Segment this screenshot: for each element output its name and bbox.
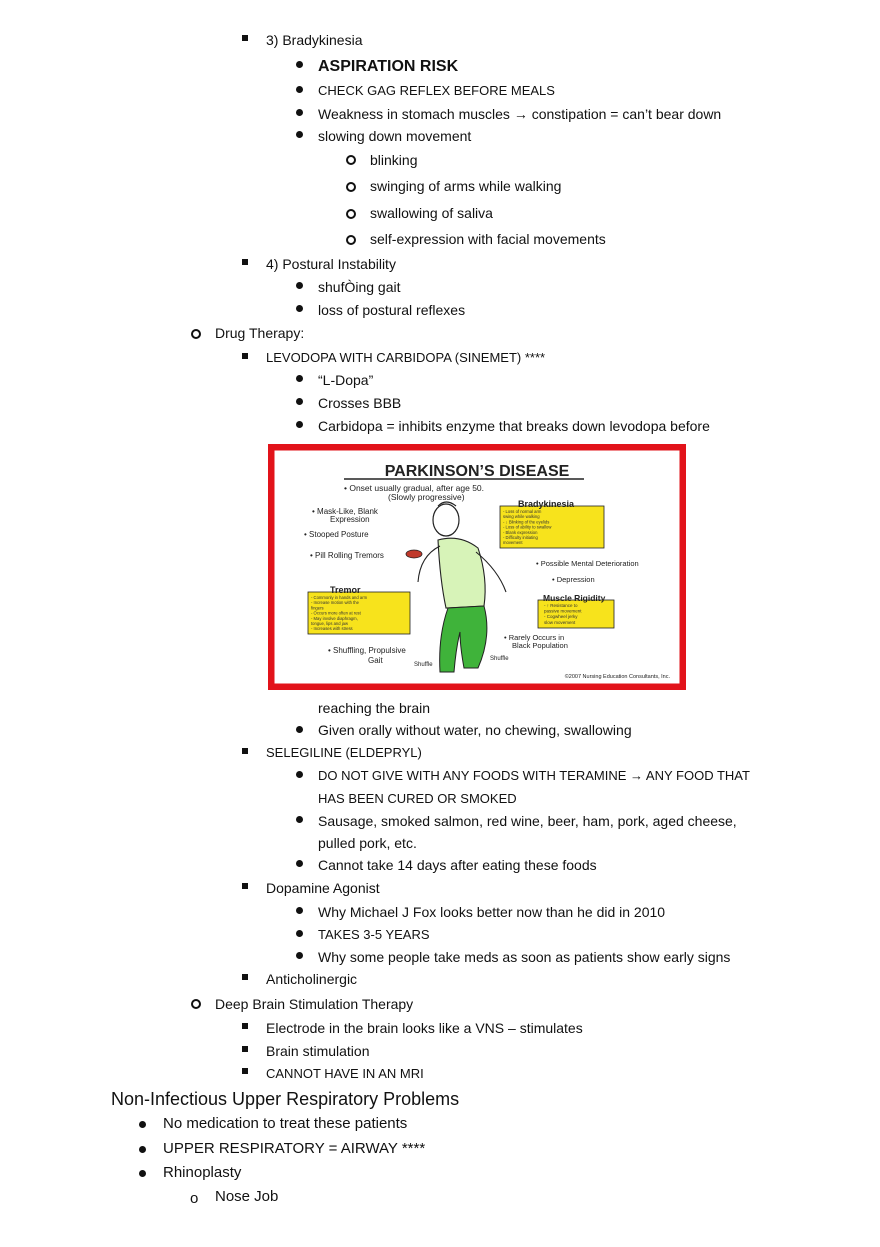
bullet-icon (139, 1170, 146, 1177)
figure-note-line: passive movement (544, 608, 582, 614)
list-item: UPPER RESPIRATORY = AIRWAY **** (163, 1140, 426, 1157)
onset-sub-label: (Slowly progressive) (388, 492, 465, 502)
square-bullet-icon (242, 259, 248, 265)
figure-note-line: - Increase motion with the (311, 600, 359, 606)
list-item: Sausage, smoked salmon, red wine, beer, ham, pork, aged cheese, (318, 813, 737, 829)
pill-rolling-label: • Pill Rolling Tremors (310, 551, 384, 560)
list-item: CHECK GAG REFLEX BEFORE MEALS (318, 83, 555, 98)
list-item: Nose Job (215, 1188, 279, 1205)
bullet-icon (296, 907, 303, 914)
parkinsons-disease-diagram (268, 444, 686, 690)
bradykinesia-title: Bradykinesia (518, 499, 575, 509)
bullet-icon (296, 771, 303, 778)
list-item: SELEGILINE (ELDEPRYL) (266, 745, 422, 760)
bullet-icon (296, 930, 303, 937)
list-item: swinging of arms while walking (370, 178, 562, 194)
list-item: Why some people take meds as soon as patients show early signs (318, 949, 731, 965)
bullet-icon (296, 860, 303, 867)
tremor-title: Tremor (330, 585, 361, 595)
list-item: 3) Bradykinesia (266, 32, 363, 48)
bullet-icon (296, 952, 303, 959)
list-item: 4) Postural Instability (266, 256, 396, 272)
list-item: slowing down movement (318, 128, 472, 144)
square-bullet-icon (242, 748, 248, 754)
list-item: DO NOT GIVE WITH ANY FOODS WITH TERAMINE → ANY FOOD THAT (318, 768, 750, 783)
figure-note-line: - Cogwheel jerky (544, 614, 578, 620)
list-item: Drug Therapy: (215, 325, 305, 341)
list-item: Weakness in stomach muscles → constipation = can’t bear down (318, 106, 722, 122)
list-item: Cannot take 14 days after eating these foods (318, 857, 597, 873)
circle-bullet-icon (191, 329, 201, 339)
depression-label: • Depression (552, 575, 595, 584)
figure-note-line: tongue, lips and jaw (311, 621, 349, 626)
square-bullet-icon (242, 974, 248, 980)
shuffling-sub-label: Gait (368, 656, 383, 665)
list-item: Brain stimulation (266, 1043, 370, 1059)
square-bullet-icon (242, 1046, 248, 1052)
bullet-icon (296, 421, 303, 428)
bullet-icon (296, 86, 303, 93)
rarely-label: • Rarely Occurs in (504, 633, 565, 642)
list-item-continuation: HAS BEEN CURED OR SMOKED (318, 791, 517, 806)
bullet-icon (296, 726, 303, 733)
list-item: swallowing of saliva (370, 205, 493, 221)
circle-bullet-icon (346, 235, 356, 245)
list-item: LEVODOPA WITH CARBIDOPA (SINEMET) **** (266, 350, 546, 365)
rarely-sub-label: Black Population (512, 641, 568, 650)
list-item: shufÒing gait (318, 279, 401, 295)
list-item: Carbidopa = inhibits enzyme that breaks down levodopa before (318, 418, 710, 434)
list-item: TAKES 3-5 YEARS (318, 927, 430, 942)
list-item: Dopamine Agonist (266, 880, 380, 896)
stooped-label: • Stooped Posture (304, 530, 369, 539)
figure-note-line: fingers (311, 605, 324, 611)
figure-note-line: - Occurs more often at rest (311, 610, 361, 616)
bullet-icon (139, 1146, 146, 1153)
circle-bullet-icon (346, 209, 356, 219)
bullet-icon (296, 816, 303, 823)
bullet-icon (139, 1121, 146, 1128)
square-bullet-icon (242, 1023, 248, 1029)
mask-label: • Mask-Like, Blank (312, 507, 378, 516)
figure-note-line: - Loss of normal arm (503, 509, 542, 514)
bullet-icon (296, 398, 303, 405)
mental-label: • Possible Mental Deterioration (536, 559, 639, 568)
circle-bullet-icon (191, 999, 201, 1009)
list-item: Rhinoplasty (163, 1164, 242, 1181)
circle-bullet-icon (346, 155, 356, 165)
circle-bullet-letter: o (190, 1190, 199, 1207)
onset-label: • Onset usually gradual, after age 50. (344, 483, 485, 493)
bullet-icon (296, 282, 303, 289)
figure-note-line: - Blank expression (503, 529, 538, 535)
bullet-icon (296, 61, 303, 68)
list-item: Anticholinergic (266, 971, 358, 987)
square-bullet-icon (242, 1068, 248, 1074)
rigidity-title: Muscle Rigidity (543, 593, 606, 603)
figure-note-line: - ↑ Resistance to (544, 603, 578, 608)
figure-title: PARKINSON’S DISEASE (384, 463, 570, 480)
figure-note-line: swing while walking (503, 514, 540, 520)
list-item: Crosses BBB (318, 395, 402, 411)
mask-sub-label: Expression (330, 515, 370, 524)
bullet-icon (296, 109, 303, 116)
section-heading: Non-Infectious Upper Respiratory Problems (111, 1089, 460, 1109)
bullet-icon (296, 375, 303, 382)
bullet-icon (296, 305, 303, 312)
list-item: loss of postural reflexes (318, 302, 466, 318)
figure-note-line: - Loss of ability to swallow (503, 524, 552, 530)
bullet-icon (296, 131, 303, 138)
square-bullet-icon (242, 35, 248, 41)
figure-note-line: movement (503, 540, 523, 546)
list-item: Electrode in the brain looks like a VNS – stimulates (266, 1020, 583, 1036)
shuffle-word: Shuffle (490, 656, 509, 662)
list-item: ASPIRATION RISK (318, 58, 459, 75)
circle-bullet-icon (346, 182, 356, 192)
figure-note-line: - Increases with stress (311, 626, 353, 632)
figure-note-line: - Commonly in hands and arm (311, 595, 368, 600)
list-item: Why Michael J Fox looks better now than he did in 2010 (318, 904, 666, 920)
list-item-continuation: reaching the brain (318, 700, 431, 716)
figure-note-line: - ↓ Blinking of the eyelids (503, 519, 550, 525)
list-item: Given orally without water, no chewing, swallowing (318, 722, 632, 738)
square-bullet-icon (242, 883, 248, 889)
list-item: Deep Brain Stimulation Therapy (215, 996, 414, 1012)
list-item: CANNOT HAVE IN AN MRI (266, 1066, 424, 1081)
shuffling-label: • Shuffling, Propulsive (328, 646, 406, 655)
list-item-continuation: pulled pork, etc. (318, 835, 417, 851)
figure-note-line: slow movement (544, 619, 576, 625)
square-bullet-icon (242, 353, 248, 359)
list-item: “L-Dopa” (318, 372, 374, 388)
list-item: blinking (370, 152, 418, 168)
shuffle-word-left: Shuffle (414, 662, 433, 668)
figure-note-line: - May involve diaphragm, (311, 615, 358, 621)
list-item: No medication to treat these patients (163, 1115, 408, 1132)
figure-note-line: - Difficulty initiating (503, 535, 538, 540)
list-item: self-expression with facial movements (370, 231, 606, 247)
copyright-label: ©2007 Nursing Education Consultants, Inc. (564, 674, 670, 680)
